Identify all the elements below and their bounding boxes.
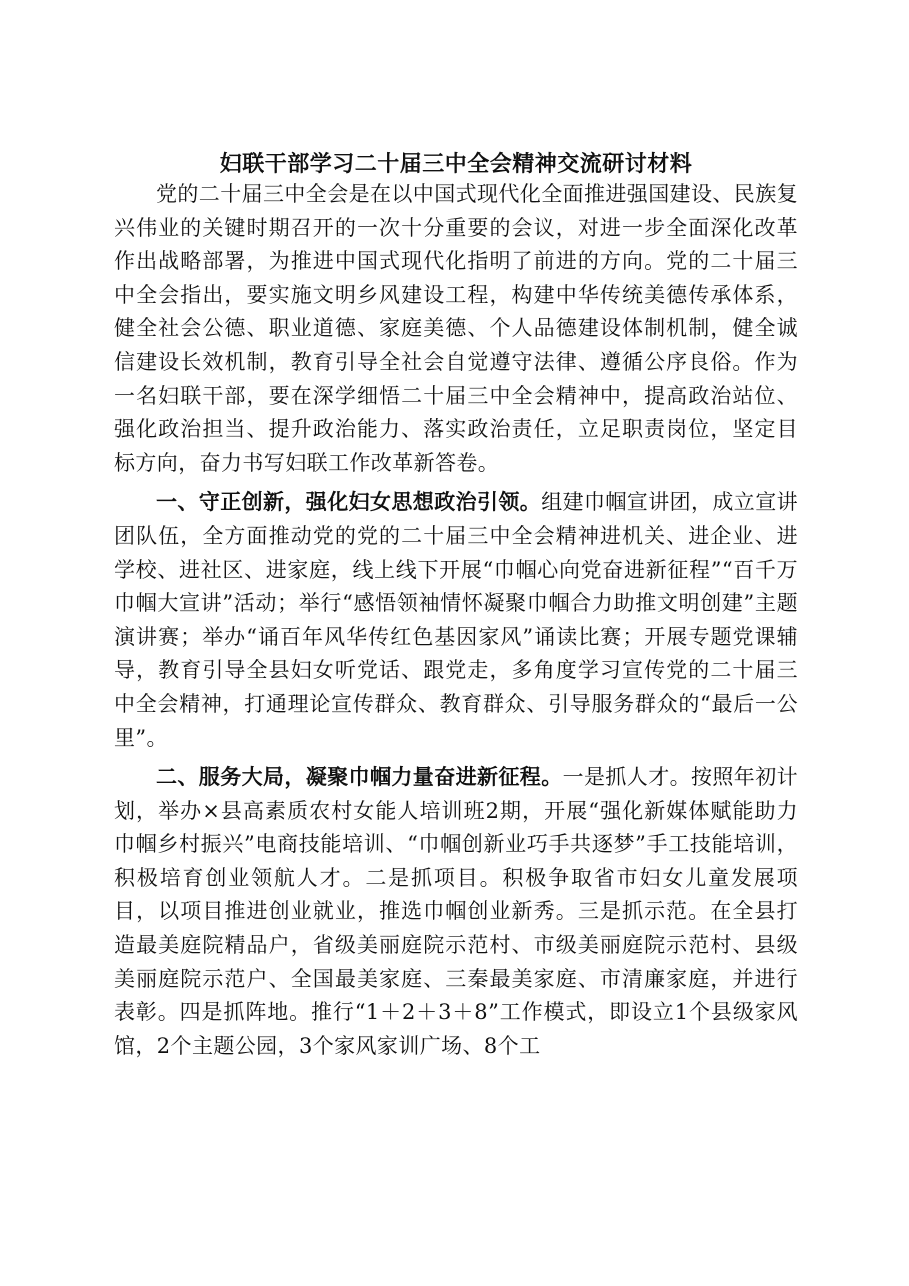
document-body <box>114 150 798 1063</box>
section-1-body: 组建巾帼宣讲团，成立宣讲团队伍，全方面推动党的党的二十届三中全会精神进机关、进企业、进学校、进社区、进家庭，线上线下开展“巾帼心向党奋进新征程”“百千万巾帼大宣讲”活动；举行“感悟领袖情怀凝聚巾帼合力助推文明创建”主题演讲赛；举办“诵百年风华传红色基因家风”诵读比赛；开展专题党课辅导，教育引导全县妇女听党话、跟党走，多角度学习宣传党的二十届三中全会精神，打通理论宣传群众、教育群众、引导服务群众的“最后一公里”。 <box>114 490 799 750</box>
section-2-paragraph <box>114 761 798 1063</box>
section-1-heading: 一、守正创新，强化妇女思想政治引领。 <box>156 490 542 515</box>
section-2-heading: 二、服务大局，凝聚巾帼力量奋进新征程。 <box>156 765 563 790</box>
document-title: 妇联干部学习二十届三中全会精神交流研讨材料 <box>219 151 693 177</box>
section-2-body: 一是抓人才。按照年初计划，举办×县高素质农村女能人培训班2期，开展“强化新媒体赋能助力巾帼乡村振兴”电商技能培训、“巾帼创新业巧手共逐梦”手工技能培训，积极培育创业领航人才。二是抓项目。积极争取省市妇女儿童发展项目，以项目推进创业就业，推选巾帼创业新秀。三是抓示范。在全县打造最美庭院精品户，省级美丽庭院示范村、市级美丽庭院示范村、县级美丽庭院示范户、全国最美家庭、三秦最美家庭、市清廉家庭，并进行表彰。四是抓阵地。推行“1＋2＋3＋8”工作模式，即设立1个县级家风馆，2个主题公园，3个家风家训广场、8个工 <box>114 765 799 1058</box>
intro-paragraph: 党的二十届三中全会是在以中国式现代化全面推进强国建设、民族复兴伟业的关键时期召开的一次十分重要的会议，对进一步全面深化改革作出战略部署，为推进中国式现代化指明了前进的方向。党的二十届三中全会指出，要实施文明乡风建设工程，构建中华传统美德传承体系，健全社会公德、职业道德、家庭美德、个人品德建设体制机制，健全诚信建设长效机制，教育引导全社会自觉遵守法律、遵循公序良俗。作为一名妇联干部，要在深学细悟二十届三中全会精神中，提高政治站位、强化政治担当、提升政治能力、落实政治责任，立足职责岗位，坚定目标方向，奋力书写妇联工作改革新答卷。 <box>114 182 798 475</box>
section-1-paragraph <box>114 486 798 755</box>
